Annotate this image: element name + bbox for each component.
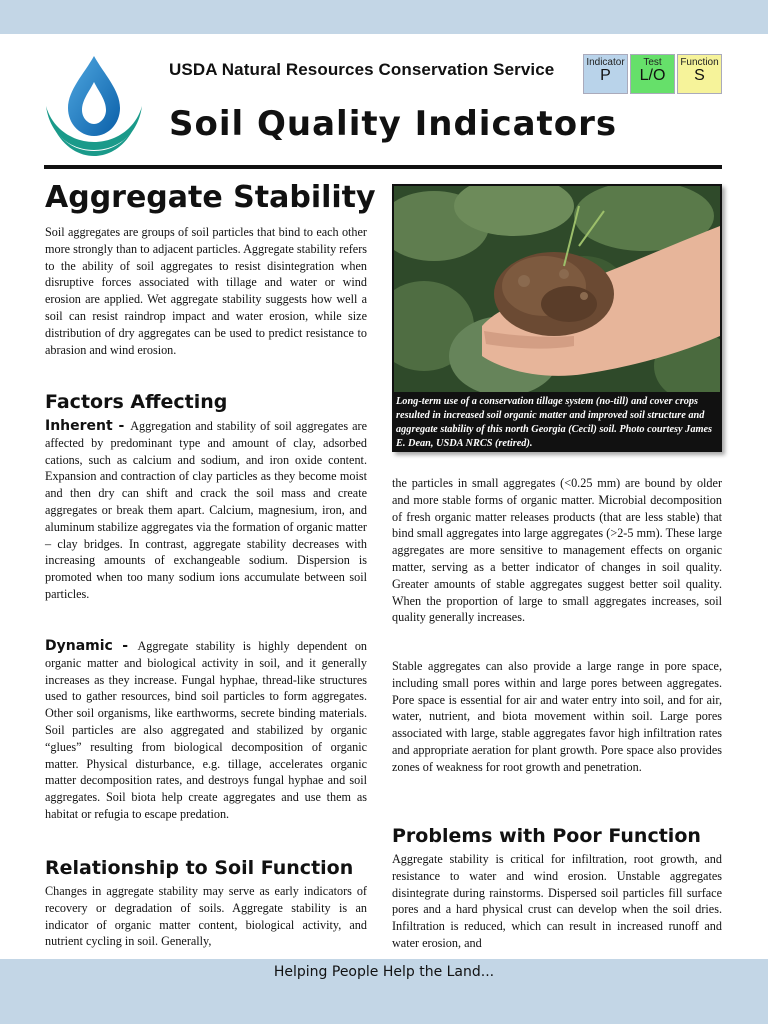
dynamic-text: Aggregate stability is highly dependent on organic matter and biological activity in soil, and it generally increases as they increase. Fungal hyphae, thread-like structures used to gather resources, bind soil particles to form aggregates. Other soil organisms, like earthworms, secrete binding materials. Soil particles are also aggregated and stabilized by organic “glues” resulting from biological decomposition of organic matter. Physical disturbance, e.g. tillage, accelerates organic matter decomposition rates, and destroys fungal hyphae and soil aggregates. Soil biota help create aggregates and use them as habitat or refugia to escape predation. (45, 639, 368, 821)
right-paragraph-2: Stable aggregates can also provide a large range in pore space, including small pores within and large pores between aggregates. Pore space is essential for air and water entry into soil, and for air, water, nutrient, and biota movement within soil. Large pores associated with large, stable aggregates favor high infiltration rates and appropriate aeration for plant growth. Pore space also provides zones of weakness for root growth and penetration. (392, 659, 722, 774)
agency-name: USDA Natural Resources Conservation Service (169, 60, 555, 79)
function-code-value: S (694, 67, 705, 84)
top-band (0, 0, 768, 34)
indicator-code-box (583, 54, 628, 94)
inherent-label: Inherent - (45, 418, 131, 434)
intro-paragraph: Soil aggregates are groups of soil particles that bind to each other more strongly than to adjacent particles. Aggregate stability refers to the ability of soil aggregates to resist disintegration when disruptive forces associated with tillage and water or wind erosion are applied. Wet aggregate stability suggests how well a soil can resist raindrop impact and water erosion, while size distribution of dry aggregates can be used to predict resistance to abrasion and wind erosion. (45, 225, 367, 357)
header-rule (44, 165, 722, 169)
test-code-label: Test (643, 57, 662, 68)
series-title: Soil Quality Indicators (169, 104, 618, 144)
problems-heading: Problems with Poor Function (392, 825, 701, 847)
footer-slogan: Helping People Help the Land... (273, 964, 495, 980)
dynamic-paragraph (45, 638, 367, 823)
right-paragraph-1: the particles in small aggregates (<0.25 mm) are bound by older and more stable forms of organic matter. Microbial decomposition of fresh organic matter releases products (that are less stable) that bind small aggregates into large aggregates (>2-5 mm). These large aggregates are more sensitive to management effects on organic matter, serving as a better indicator of changes in soil quality. Greater amounts of stable aggregates suggest better soil quality. When the proportion of large to small aggregates increases, soil quality generally increases. (392, 476, 722, 625)
factors-heading: Factors Affecting (45, 391, 228, 413)
function-code-box (677, 54, 722, 94)
page-title: Aggregate Stability (45, 180, 376, 215)
soil-in-hand-photo (394, 186, 720, 392)
relationship-heading: Relationship to Soil Function (45, 857, 354, 879)
test-code-value: L/O (639, 67, 666, 84)
photo-frame (392, 184, 722, 452)
problems-paragraph: Aggregate stability is critical for infiltration, root growth, and resistance to water and wind erosion. Unstable aggregates disintegrate during rainstorms. Dispersed soil particles fill surface pores and a hard physical crust can develop when the soil dries. Infiltration is reduced, which can result in increased runoff and water erosion, and (392, 852, 722, 950)
indicator-code-label: Indicator (586, 57, 625, 68)
photo-caption: Long-term use of a conservation tillage system (no-till) and cover crops resulted in increased soil organic matter and improved soil structure and aggregate stability of this north Georgia (Cecil) soil. Photo courtesy James E. Dean, USDA NRCS (retired). (396, 396, 713, 449)
inherent-text: Aggregation and stability of soil aggregates are affected by predominant type and amount of clay, adsorbed cations, such as calcium and sodium, and iron oxide content. Expansion and contraction of clay particles as they become moist and then dry can shift and crack the soil mass and create aggregates or break them apart. Calcium, magnesium, iron, and aluminum stabilize aggregates via the formation of organic matter – clay bridges. In contrast, aggregate stability decreases with increasing amounts of exchangeable sodium. Dispersion is promoted when too many sodium ions accumulate between soil particles. (45, 419, 367, 601)
indicator-code-value: P (600, 67, 611, 84)
function-code-label: Function (680, 57, 719, 68)
dynamic-label: Dynamic - (45, 638, 138, 654)
inherent-paragraph (45, 418, 367, 603)
relationship-paragraph: Changes in aggregate stability may serve as early indicators of recovery or degradation of soils. Aggregate stability is an indicator of organic matter content, biological activity, and nutrient cycling in soil. Generally, (45, 884, 367, 949)
test-code-box (630, 54, 675, 94)
nrcs-logo-icon (44, 54, 144, 158)
